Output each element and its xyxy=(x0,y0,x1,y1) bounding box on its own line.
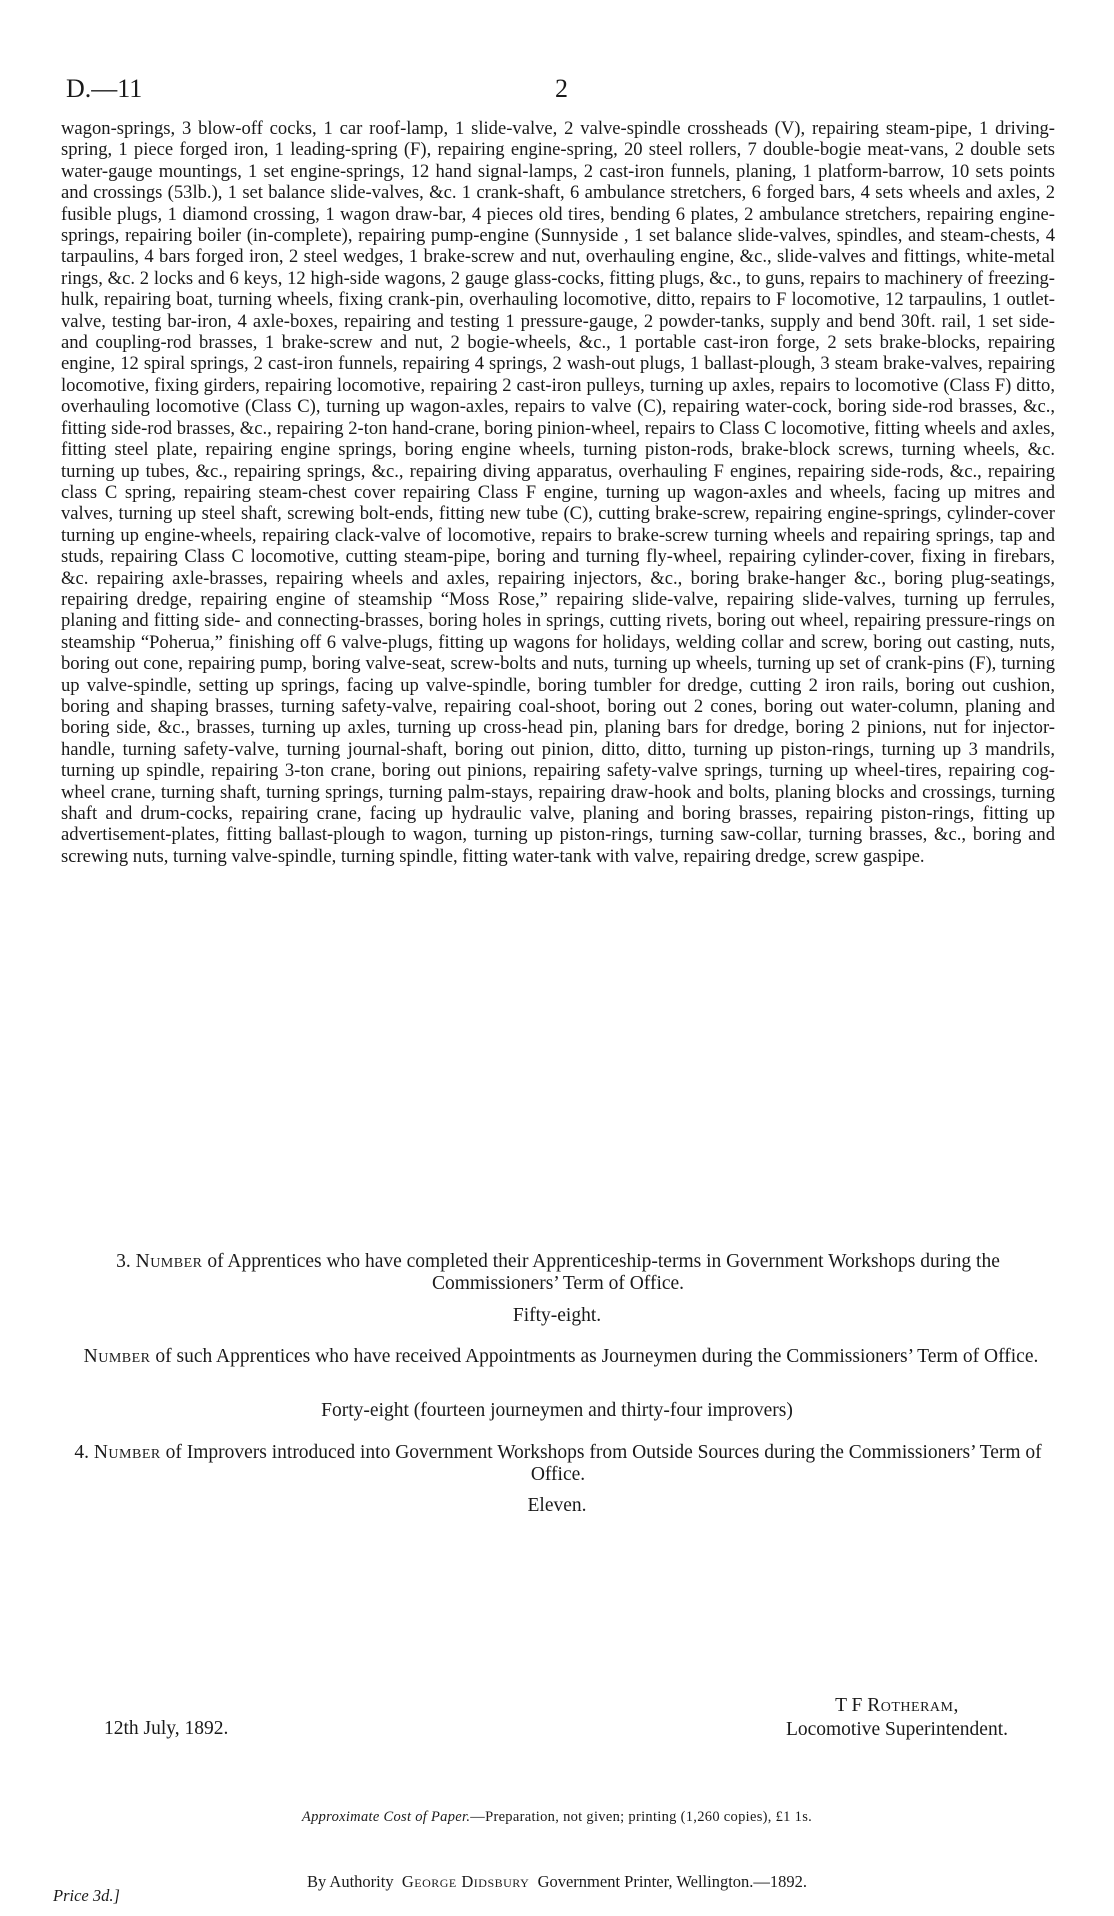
section-4-label: Number xyxy=(93,1442,161,1463)
page-number: 2 xyxy=(555,74,568,103)
section-4-answer: Eleven. xyxy=(527,1495,587,1516)
section-3-label: Number xyxy=(135,1251,203,1272)
signature-block xyxy=(786,1694,1008,1742)
price-label: Price 3d.] xyxy=(53,1886,120,1905)
body-paragraph: wagon-springs, 3 blow-off cocks, 1 car roof-lamp, 1 slide-valve, 2 valve-spindle crossheads (V), repairing steam-pipe, 1 driving-spring, 1 piece forged iron, 1 leading-spring (F), repairing engine-spring, 20 steel rollers, 7 double-bogie meat-vans, 2 double sets water-gauge mountings, 1 set engine-springs, 12 hand signal-lamps, 2 cast-iron funnels, planing, 1 platform-barrow, 10 sets points and crossings (53lb.), 1 set balance slide-valves, &c. 1 crank-shaft, 6 ambulance stretchers, 6 forged bars, 4 sets wheels and axles, 2 fusible plugs, 1 diamond crossing, 1 wagon draw-bar, 4 pieces old tires, bending 6 plates, 2 ambulance stretchers, repairing engine-springs, repairing boiler (in-complete), repairing pump-engine (Sunnyside , 1 set balance slide-valves, spindles, and steam-chests, 4 tarpaulins, 4 bars forged iron, 2 steel wedges, 1 brake-screw and nut, overhauling engine, &c., slide-valves and fittings, white-metal rings, &c. 2 locks and 6 keys, 12 high-side wagons, 2 gauge glass-cocks, fitting plugs, &c., to guns, repairs to machinery of freezing-hulk, repairing boat, turning wheels, fixing crank-pin, overhauling locomotive, ditto, repairs to F locomotive, 12 tarpaulins, 1 outlet-valve, testing bar-iron, 4 axle-boxes, repairing and testing 1 pressure-gauge, 2 powder-tanks, supply and bend 30ft. rail, 1 set side- and coupling-rod brasses, 1 brake-screw and nut, 2 bogie-wheels, &c., 1 portable cast-iron forge, 2 sets brake-blocks, repairing engine, 12 spiral springs, 2 cast-iron funnels, repairing 4 springs, 2 wash-out plugs, 1 ballast-plough, 3 steam brake-valves, repairing locomotive, fixing girders, repairing locomotive, repairing 2 cast-iron pulleys, turning up axles, repairs to locomotive (Class F) ditto, overhauling locomotive (Class C), turning up wagon-axles, repairs to valve (C), repairing water-cock, boring side-rod brasses, &c., fitting side-rod brasses, &c., repairing 2-ton hand-crane, boring pinion-wheel, repairs to Class C locomotive, fitting wheels and axles, fitting steel plate, repairing engine springs, boring engine wheels, turning piston-rods, brake-block screws, turning wheels, &c. turning up tubes, &c., repairing springs, &c., repairing diving apparatus, overhauling F engines, repairing side-rods, &c., repairing class C spring, repairing steam-chest cover repairing Class F engine, turning up wagon-axles and wheels, facing up mitres and valves, turning up steel shaft, screwing bolt-ends, fitting new tube (C), cutting brake-screw, repairing engine-springs, cylinder-cover turning up engine-wheels, repairing clack-valve of locomotive, repairs to brake-screw turning wheels and repairing springs, tap and studs, repairing Class C locomotive, cutting steam-pipe, boring and turning fly-wheel, repairing cylinder-cover, fixing in firebars, &c. repairing axle-brasses, repairing wheels and axles, repairing injectors, &c., boring brake-hanger &c., boring plug-seatings, repairing dredge, repairing engine of steamship “Moss Rose,” repairing slide-valve, repairing slide-valves, turning up ferrules, planing and fitting side- and connecting-brasses, boring holes in springs, cutting rivets, boring out wheel, repairing pressure-rings on steamship “Poherua,” finishing off 6 valve-plugs, fitting up wagons for holidays, welding collar and screw, boring out casting, nuts, boring out cone, repairing pump, boring valve-seat, screw-bolts and nuts, turning up wheels, turning up set of crank-pins (F), turning up valve-spindle, setting up springs, facing up valve-spindle, boring tumbler for dredge, cutting 2 iron rails, boring out cushion, boring and shaping brasses, turning safety-valve, repairing coal-shoot, boring out 2 cones, boring out water-column, planing and boring side, &c., brasses, turning up axles, turning up cross-head pin, planing bars for dredge, boring 2 pinions, nut for injector-handle, turning safety-valve, turning journal-shaft, boring out pinion, ditto, ditto, turning up piston-rings, turning up 3 mandrils, turning up spindle, repairing 3-ton crane, boring out pinions, repairing safety-valve springs, turning up wheel-tires, repairing cog-wheel crane, turning shaft, turning springs, turning palm-stays, repairing draw-hook and bolts, planing blocks and crossings, turning shaft and drum-cocks, repairing crane, facing up hydraulic valve, planing and boring brasses, repairing piston-rings, fitting up advertisement-plates, fitting ballast-plough to wagon, turning up piston-rings, turning saw-collar, turning brasses, &c., boring and screwing nuts, turning valve-spindle, turning spindle, fitting water-tank with valve, repairing dredge, screw gaspipe. xyxy=(61,118,1055,867)
section-3b-heading xyxy=(64,1346,1058,1368)
section-3-text: of Apprentices who have completed their Apprenticeship-terms in Government Workshops during the Commissioners’ Term of Office. xyxy=(202,1251,1000,1294)
signature-title: Locomotive Superintendent. xyxy=(785,1719,1008,1740)
cost-note xyxy=(0,1809,1114,1826)
section-3-number: 3. xyxy=(116,1251,136,1272)
authority-prefix: By Authority xyxy=(306,1872,402,1891)
cost-text: —Preparation, not given; printing (1,260 copies), £1 1s. xyxy=(470,1809,813,1825)
section-3b-label: Number xyxy=(83,1346,151,1367)
signature-name xyxy=(786,1694,1008,1718)
document-code: D.—11 xyxy=(66,74,143,103)
section-3b-text: of such Apprentices who have received Appointments as Journeymen during the Commissioners’ Term of Office. xyxy=(150,1346,1039,1367)
signature-initials: T F xyxy=(835,1695,868,1716)
section-3-heading xyxy=(58,1251,1058,1295)
section-4-number: 4. xyxy=(74,1442,94,1463)
cost-label: Approximate Cost of Paper. xyxy=(301,1809,471,1825)
authority-line xyxy=(0,1872,1114,1892)
section-3b-answer: Forty-eight (fourteen journeymen and thirty-four improvers) xyxy=(321,1400,793,1421)
signature-surname: Rotheram, xyxy=(867,1695,959,1716)
section-4-heading xyxy=(58,1442,1058,1486)
date-line: 12th July, 1892. xyxy=(104,1718,229,1739)
section-4-text: of Improvers introduced into Government Workshops from Outside Sources during the Commissioners’ Term of Office. xyxy=(160,1442,1042,1485)
section-3-answer: Fifty-eight. xyxy=(512,1305,602,1326)
authority-suffix: Government Printer, Wellington.—1892. xyxy=(529,1872,808,1891)
printer-name: George Didsbury xyxy=(401,1872,530,1891)
